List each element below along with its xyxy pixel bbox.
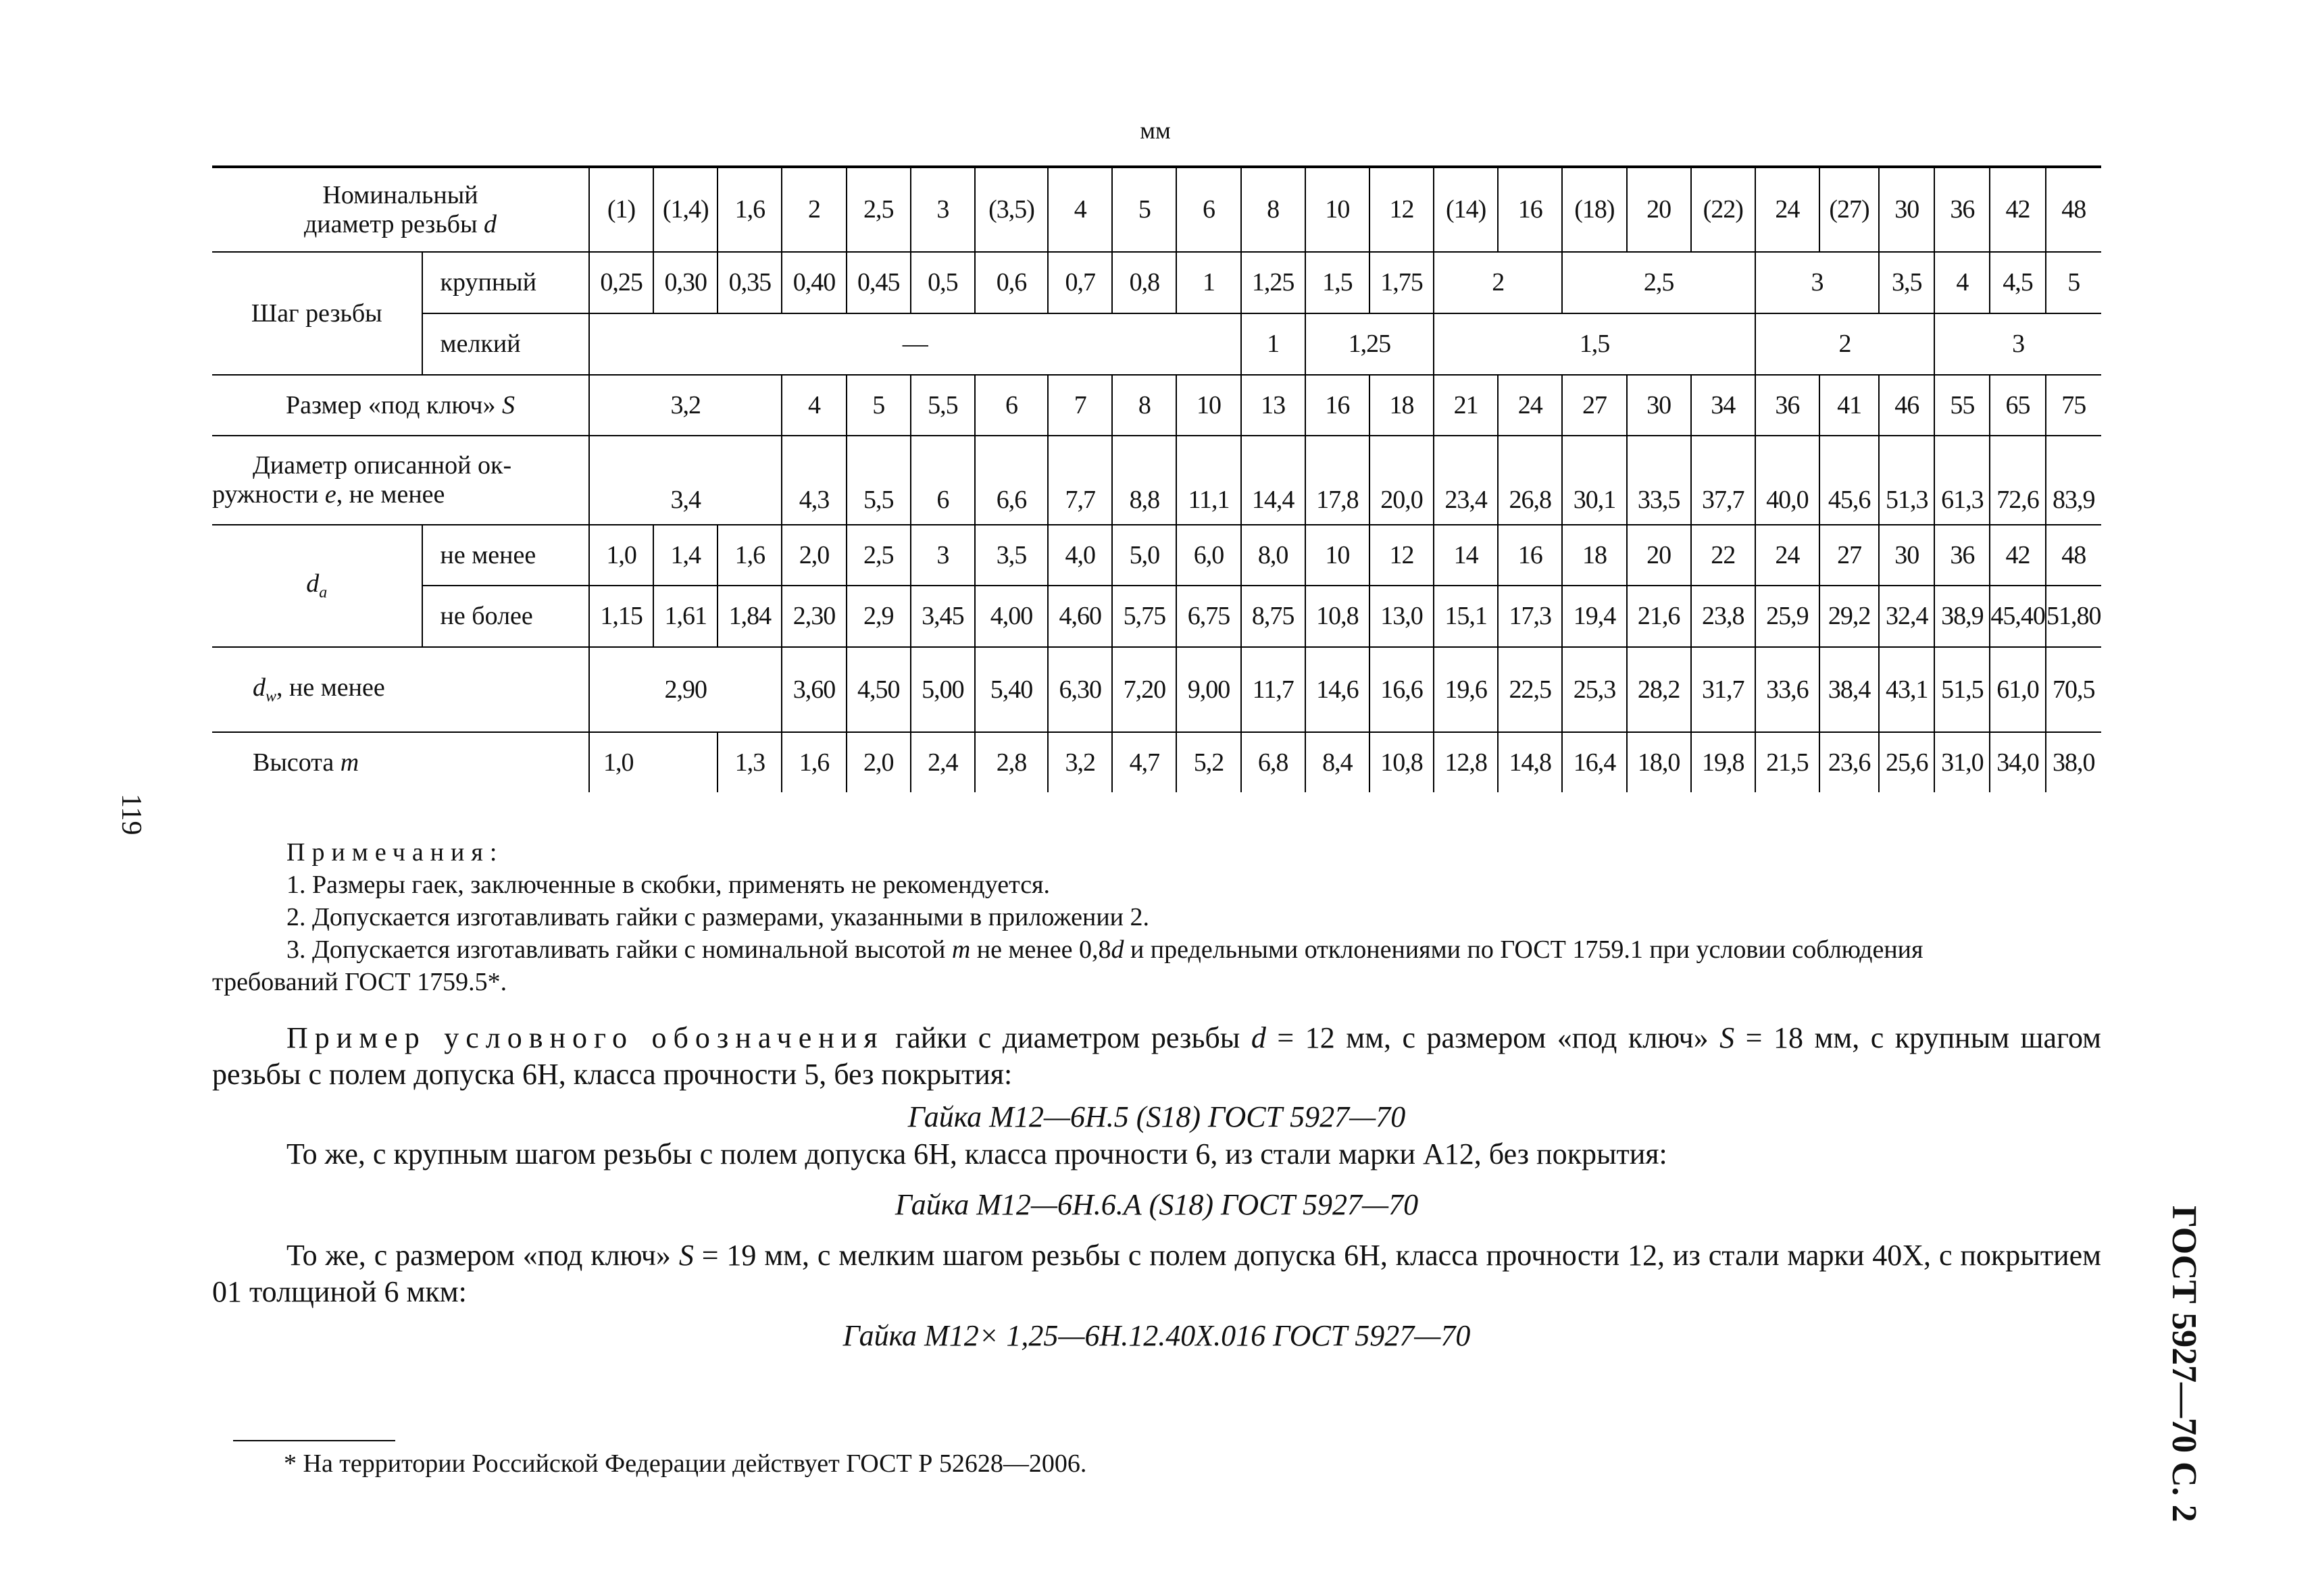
dw-cell: 33,6 [1755,647,1819,732]
wrench-cell: 36 [1755,375,1819,436]
note-3-continuation: требований ГОСТ 1759.5*. [212,968,507,996]
wrench-cell: 75 [2046,375,2101,436]
da-max-cell: 1,84 [718,586,782,647]
height-cell: 16,4 [1562,732,1626,792]
wrench-cell: 5 [847,375,911,436]
diameter-cell: 12 [1369,167,1434,252]
da-sub-a: a [319,584,328,602]
circum-cell: 6 [911,436,975,524]
coarse-cell: 5 [2046,252,2101,313]
dw-cell: 51,5 [1934,647,1990,732]
height-cell: 12,8 [1434,732,1498,792]
coarse-cell: 1,5 [1305,252,1369,313]
circum-cell: 26,8 [1498,436,1562,524]
height-cell: 3,2 [1048,732,1112,792]
da-max-cell: 21,6 [1627,586,1691,647]
diameter-cell: (14) [1434,167,1498,252]
circum-cell: 37,7 [1691,436,1755,524]
wrench-cell: 21 [1434,375,1498,436]
da-min-cell: 3,5 [975,525,1048,586]
height-cell: 2,8 [975,732,1048,792]
circum-cell: 20,0 [1369,436,1434,524]
da-max-cell: 15,1 [1434,586,1498,647]
diameter-cell: 24 [1755,167,1819,252]
circum-cell: 7,7 [1048,436,1112,524]
coarse-cell: 4,5 [1990,252,2045,313]
da-max-cell: 2,30 [782,586,846,647]
circum-cell: 8,8 [1112,436,1176,524]
example-p1-c: = 18 мм, с крупным шагом резьбы с полем допуска 6Н, класса прочности 5, без покрытия: [212,1021,2102,1091]
wrench-cell: 13 [1241,375,1305,436]
dw-cell: 31,7 [1691,647,1755,732]
da-min-cell: 20 [1627,525,1691,586]
dw-cell: 5,00 [911,647,975,732]
page-number: 119 [116,794,147,835]
example-p1-var-s: S [1719,1021,1735,1054]
da-min-cell: 36 [1934,525,1990,586]
note-3 [212,933,2101,966]
coarse-cell: 1 [1176,252,1240,313]
coarse-cell: 0,5 [911,252,975,313]
dw-sub-w: w [266,688,277,706]
diameter-cell: 20 [1627,167,1691,252]
height-cell: 19,8 [1691,732,1755,792]
height-cell: 6,8 [1241,732,1305,792]
example-p3-b: = 19 мм, с мелким шагом резьбы с полем допуска 6Н, класса прочности 12, из стали марки 40Х, с покрытием 01 толщиной 6 мкм: [212,1239,2101,1308]
dw-cell: 5,40 [975,647,1048,732]
diameter-cell: 30 [1879,167,1934,252]
notes-title: Примечания: [286,838,504,867]
coarse-cell: 2 [1434,252,1562,313]
example-paragraph-3 [212,1237,2101,1310]
height-cell: 31,0 [1934,732,1990,792]
dw-cell: 43,1 [1879,647,1934,732]
dw-cell: 9,00 [1176,647,1240,732]
coarse-cell: 0,6 [975,252,1048,313]
da-min-cell: 42 [1990,525,2045,586]
circum-label-line2: ружности [212,480,319,509]
table-row-pitch-fine [212,313,2101,375]
dw-cell: 19,6 [1434,647,1498,732]
da-min-cell: 10 [1305,525,1369,586]
table-row-pitch-coarse [212,252,2101,313]
da-min-cell: 27 [1819,525,1879,586]
height-cell: 1,6 [782,732,846,792]
diameter-cell: 2 [782,167,846,252]
da-min-cell: 4,0 [1048,525,1112,586]
note-1: 1. Размеры гаек, заключенные в скобки, применять не рекомендуется. [286,871,1051,899]
table-row-da-max [212,586,2101,647]
wrench-cell: 34 [1691,375,1755,436]
diameter-cell: 6 [1176,167,1240,252]
coarse-cell: 1,75 [1369,252,1434,313]
da-min-cell: 22 [1691,525,1755,586]
diameter-cell: 2,5 [847,167,911,252]
coarse-cell: 0,7 [1048,252,1112,313]
height-cell: 1,3 [718,732,782,792]
da-min-cell: 8,0 [1241,525,1305,586]
diameter-cell: 42 [1990,167,2045,252]
diameter-cell: (18) [1562,167,1626,252]
wrench-cell: 10 [1176,375,1240,436]
diameter-cell: 36 [1934,167,1990,252]
note-3-part-b: не менее 0,8 [970,935,1111,964]
da-min-cell: 6,0 [1176,525,1240,586]
wrench-cell: 24 [1498,375,1562,436]
example-p2: То же, с крупным шагом резьбы с полем допуска 6Н, класса прочности 6, из стали марки А12, без покрытия: [286,1137,1667,1170]
height-cell: 38,0 [2046,732,2101,792]
wrench-cell: 7 [1048,375,1112,436]
da-max-cell: 38,9 [1934,586,1990,647]
diameter-cell: 48 [2046,167,2101,252]
footnote-divider [233,1440,395,1441]
dw-cell: 25,3 [1562,647,1626,732]
da-min-cell: 2,5 [847,525,911,586]
height-cell: 21,5 [1755,732,1819,792]
da-min-cell: 16 [1498,525,1562,586]
da-min-cell: 48 [2046,525,2101,586]
da-max-cell: 10,8 [1305,586,1369,647]
table-row-wrench-size [212,375,2101,436]
height-cell: 1,0 [589,732,718,792]
wrench-cell: 27 [1562,375,1626,436]
circum-label-line1: Диаметр описанной ок- [253,451,512,480]
wrench-cell: 3,2 [589,375,782,436]
note-3-part-c: и предельными отклонениями по ГОСТ 1759.1 при условии соблюдения [1124,935,1923,964]
coarse-cell: 0,35 [718,252,782,313]
da-min-cell: 30 [1879,525,1934,586]
da-min-cell: 2,0 [782,525,846,586]
coarse-cell: 4 [1934,252,1990,313]
height-label [212,732,589,792]
wrench-cell: 41 [1819,375,1879,436]
pitch-label: Шаг резьбы [212,252,422,375]
coarse-label: крупный [422,252,589,313]
da-max-cell: 1,61 [653,586,718,647]
circum-label [212,436,589,524]
fine-cell: 3 [1934,313,2101,375]
wrench-label [212,375,589,436]
circum-label-line3: , не менее [336,480,445,509]
da-max-cell: 23,8 [1691,586,1755,647]
da-min-cell: 5,0 [1112,525,1176,586]
circum-cell: 17,8 [1305,436,1369,524]
side-document-title: ГОСТ 5927—70 С. 2 [2165,1206,2203,1522]
dw-cell: 16,6 [1369,647,1434,732]
diameter-cell: 10 [1305,167,1369,252]
da-max-cell: 2,9 [847,586,911,647]
height-cell: 4,7 [1112,732,1176,792]
dw-cell: 7,20 [1112,647,1176,732]
da-min-cell: 14 [1434,525,1498,586]
da-min-label: не менее [422,525,589,586]
diameter-cell: (3,5) [975,167,1048,252]
dw-var-d: d [253,673,266,702]
diameter-cell: (27) [1819,167,1879,252]
circum-cell: 11,1 [1176,436,1240,524]
da-min-cell: 18 [1562,525,1626,586]
wrench-cell: 46 [1879,375,1934,436]
designation-1: Гайка М12—6Н.5 (S18) ГОСТ 5927—70 [907,1100,1406,1133]
circum-cell: 40,0 [1755,436,1819,524]
coarse-cell: 2,5 [1562,252,1755,313]
wrench-label-text: Размер «под ключ» [286,390,496,419]
table-row-dw [212,647,2101,732]
note-2: 2. Допускается изготавливать гайки с размерами, указанными в приложении 2. [286,903,1150,931]
example-p1-var-d: d [1251,1021,1266,1054]
diameter-cell: (1) [589,167,653,252]
height-cell: 14,8 [1498,732,1562,792]
example-paragraph-1 [212,1020,2101,1093]
height-cell: 34,0 [1990,732,2045,792]
dw-cell: 2,90 [589,647,782,732]
circum-cell: 72,6 [1990,436,2045,524]
da-label [212,525,422,648]
circum-cell: 14,4 [1241,436,1305,524]
table-row-da-min [212,525,2101,586]
da-min-cell: 1,0 [589,525,653,586]
circum-cell: 33,5 [1627,436,1691,524]
wrench-cell: 55 [1934,375,1990,436]
da-max-cell: 5,75 [1112,586,1176,647]
da-max-cell: 19,4 [1562,586,1626,647]
coarse-cell: 0,25 [589,252,653,313]
da-max-cell: 3,45 [911,586,975,647]
circum-cell: 3,4 [589,436,782,524]
da-min-cell: 1,4 [653,525,718,586]
diameter-cell: 4 [1048,167,1112,252]
dw-cell: 4,50 [847,647,911,732]
da-max-cell: 8,75 [1241,586,1305,647]
da-max-cell: 32,4 [1879,586,1934,647]
height-cell: 5,2 [1176,732,1240,792]
da-max-cell: 17,3 [1498,586,1562,647]
height-cell: 23,6 [1819,732,1879,792]
coarse-cell: 0,45 [847,252,911,313]
dw-cell: 6,30 [1048,647,1112,732]
diameter-cell: 8 [1241,167,1305,252]
circum-cell: 4,3 [782,436,846,524]
header-var-d: d [484,209,497,238]
da-max-cell: 6,75 [1176,586,1240,647]
coarse-cell: 1,25 [1241,252,1305,313]
dw-cell: 70,5 [2046,647,2101,732]
coarse-cell: 0,30 [653,252,718,313]
fine-cell: — [589,313,1241,375]
da-min-cell: 24 [1755,525,1819,586]
fine-cell: 1 [1241,313,1305,375]
footnote: * На территории Российской Федерации действует ГОСТ Р 52628—2006. [284,1449,1087,1478]
dw-cell: 22,5 [1498,647,1562,732]
fine-cell: 2 [1755,313,1934,375]
circum-cell: 61,3 [1934,436,1990,524]
da-max-cell: 13,0 [1369,586,1434,647]
circum-cell: 6,6 [975,436,1048,524]
height-cell: 2,4 [911,732,975,792]
height-cell: 18,0 [1627,732,1691,792]
wrench-cell: 8 [1112,375,1176,436]
example-lead: Пример условного обозначения [286,1021,884,1054]
dw-cell: 28,2 [1627,647,1691,732]
diameter-cell: 1,6 [718,167,782,252]
fine-cell: 1,25 [1305,313,1434,375]
example-paragraph-2 [212,1136,2101,1173]
da-min-cell: 1,6 [718,525,782,586]
example-p1-b: = 12 мм, с размером «под ключ» [1265,1021,1720,1054]
dw-cell: 3,60 [782,647,846,732]
fine-label: мелкий [422,313,589,375]
dw-cell: 14,6 [1305,647,1369,732]
wrench-cell: 30 [1627,375,1691,436]
da-max-cell: 4,60 [1048,586,1112,647]
note-3-part-a: 3. Допускается изготавливать гайки с номинальной высотой [286,935,952,964]
diameter-cell: (1,4) [653,167,718,252]
wrench-cell: 5,5 [911,375,975,436]
height-cell: 10,8 [1369,732,1434,792]
height-var-m: m [340,748,359,777]
example-p1-a: гайки с диаметром резьбы [884,1021,1251,1054]
coarse-cell: 3,5 [1879,252,1934,313]
header-label-line1: Номинальный [322,180,478,209]
height-cell: 25,6 [1879,732,1934,792]
diameter-cell: (22) [1691,167,1755,252]
dw-label [212,647,589,732]
circum-cell: 83,9 [2046,436,2101,524]
example-p3-var-s: S [678,1239,694,1272]
notes-block [212,836,2101,998]
designation-3: Гайка М12× 1,25—6Н.12.40Х.016 ГОСТ 5927—70 [842,1319,1471,1352]
da-max-cell: 25,9 [1755,586,1819,647]
wrench-cell: 65 [1990,375,2045,436]
diameter-cell: 5 [1112,167,1176,252]
da-min-cell: 3 [911,525,975,586]
unit-label: мм [1140,117,1171,144]
coarse-cell: 3 [1755,252,1879,313]
circum-cell: 51,3 [1879,436,1934,524]
dw-cell: 11,7 [1241,647,1305,732]
diameter-cell: 3 [911,167,975,252]
da-max-cell: 51,80 [2046,586,2101,647]
circum-var-e: e [324,480,336,509]
wrench-cell: 6 [975,375,1048,436]
coarse-cell: 0,8 [1112,252,1176,313]
wrench-cell: 18 [1369,375,1434,436]
da-min-cell: 12 [1369,525,1434,586]
note-3-var-d: d [1111,935,1124,964]
da-max-cell: 4,00 [975,586,1048,647]
da-max-cell: 1,15 [589,586,653,647]
height-cell: 2,0 [847,732,911,792]
height-label-text: Высота [253,748,334,777]
wrench-cell: 4 [782,375,846,436]
da-max-label: не более [422,586,589,647]
diameter-cell: 16 [1498,167,1562,252]
circum-cell: 5,5 [847,436,911,524]
example-p3-a: То же, с размером «под ключ» [286,1239,679,1272]
da-max-cell: 45,40 [1990,586,2045,647]
wrench-cell: 16 [1305,375,1369,436]
table-row-circumscribed-diameter [212,436,2101,524]
fine-cell: 1,5 [1434,313,1755,375]
dw-label-text: , не менее [276,673,385,702]
dw-cell: 38,4 [1819,647,1879,732]
note-3-var-m: m [951,935,971,964]
coarse-cell: 0,40 [782,252,846,313]
circum-cell: 45,6 [1819,436,1879,524]
da-max-cell: 29,2 [1819,586,1879,647]
circum-cell: 23,4 [1434,436,1498,524]
circum-cell: 30,1 [1562,436,1626,524]
wrench-var-s: S [501,390,515,419]
table-row-height [212,732,2101,792]
da-var-d: d [306,569,320,598]
table-row-header [212,167,2101,252]
header-cell-diameter [212,167,589,252]
dw-cell: 61,0 [1990,647,2045,732]
header-label-line2: диаметр резьбы [303,209,478,238]
designation-2: Гайка М12—6Н.6.А (S18) ГОСТ 5927—70 [895,1188,1419,1221]
nut-dimensions-table [212,165,2101,792]
height-cell: 8,4 [1305,732,1369,792]
